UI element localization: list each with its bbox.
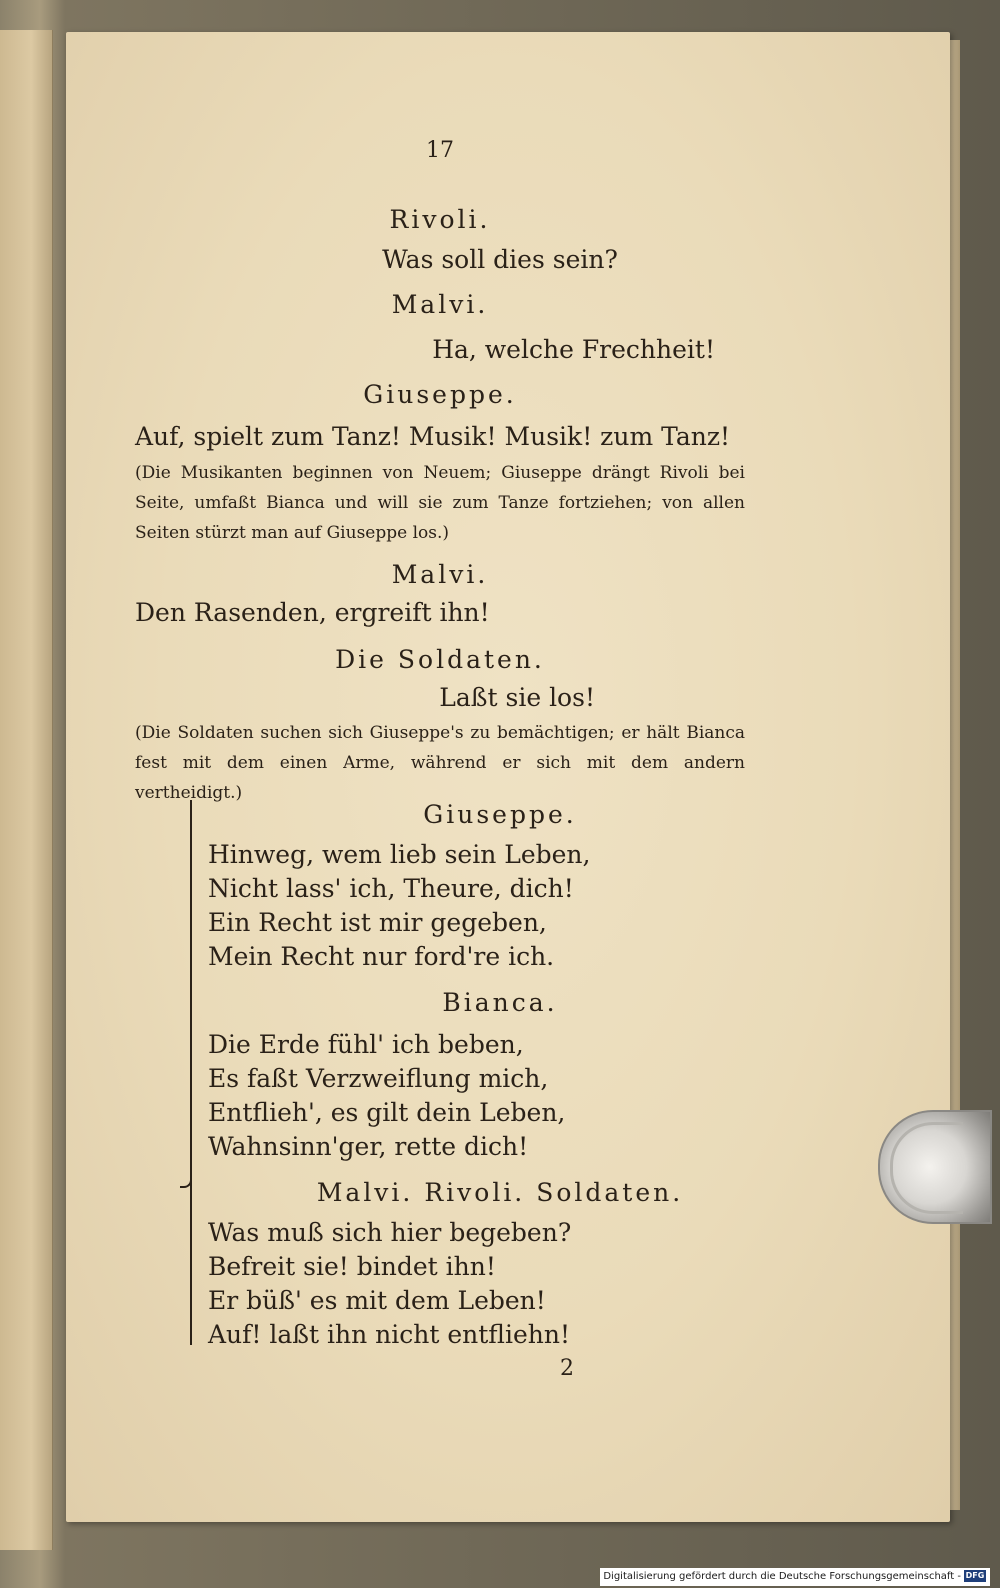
speaker-giuseppe: Giuseppe.: [363, 380, 517, 409]
dfg-logo: DFG: [965, 1571, 985, 1580]
left-page-edge: [0, 30, 53, 1550]
verse-line: Den Rasenden, ergreift ihn!: [135, 598, 490, 627]
verse-line: Was soll dies sein?: [382, 245, 618, 274]
verse-line: Entflieh', es gilt dein Leben,: [208, 1098, 566, 1127]
speaker-giuseppe: Giuseppe.: [423, 800, 577, 829]
speaker-malvi: Malvi.: [391, 560, 489, 589]
verse-line: Mein Recht nur ford're ich.: [208, 942, 555, 971]
verse-line: Auf, spielt zum Tanz! Musik! Musik! zum Tanz!: [135, 422, 731, 451]
signature-mark: 2: [560, 1356, 574, 1381]
speaker-soldaten: Die Soldaten.: [335, 645, 545, 674]
verse-line: Wahnsinn'ger, rette dich!: [208, 1132, 529, 1161]
stage-direction: (Die Musikanten beginnen von Neuem; Giuseppe drängt Rivoli bei Seite, umfaßt Bianca und will sie zum Tanze fortziehen; von allen Seiten stürzt man auf Giuseppe los.): [135, 463, 745, 543]
page-number: 17: [426, 138, 454, 163]
verse-line: Ein Recht ist mir gegeben,: [208, 908, 547, 937]
speaker-malvi: Malvi.: [391, 290, 489, 319]
verse-line: Ha, welche Frechheit!: [432, 335, 715, 364]
stage-direction: (Die Soldaten suchen sich Giuseppe's zu bemächtigen; er hält Bianca fest mit dem einen Arme, während er sich mit dem andern vertheidigt.): [135, 723, 745, 803]
verse-line: Auf! laßt ihn nicht entfliehn!: [208, 1320, 570, 1349]
verse-line: Es faßt Verzweiflung mich,: [208, 1064, 549, 1093]
speaker-ensemble: Malvi. Rivoli. Soldaten.: [316, 1178, 684, 1207]
brace-bracket: [190, 800, 206, 1345]
verse-line: Nicht lass' ich, Theure, dich!: [208, 874, 574, 903]
page-clip-inner: [890, 1122, 963, 1214]
verse-line: Er büß' es mit dem Leben!: [208, 1286, 546, 1315]
speaker-bianca: Bianca.: [442, 988, 558, 1017]
verse-line: Was muß sich hier begeben?: [208, 1218, 572, 1247]
verse-line: Hinweg, wem lieb sein Leben,: [208, 840, 591, 869]
speaker-rivoli: Rivoli.: [389, 205, 491, 234]
verse-line: Befreit sie! bindet ihn!: [208, 1252, 496, 1281]
dfg-footer: [600, 1568, 990, 1586]
verse-line: Die Erde fühl' ich beben,: [208, 1030, 524, 1059]
verse-line: Laßt sie los!: [439, 683, 595, 712]
footer-text: Digitalisierung gefördert durch die Deutsche Forschungsgemeinschaft -: [603, 1571, 961, 1582]
